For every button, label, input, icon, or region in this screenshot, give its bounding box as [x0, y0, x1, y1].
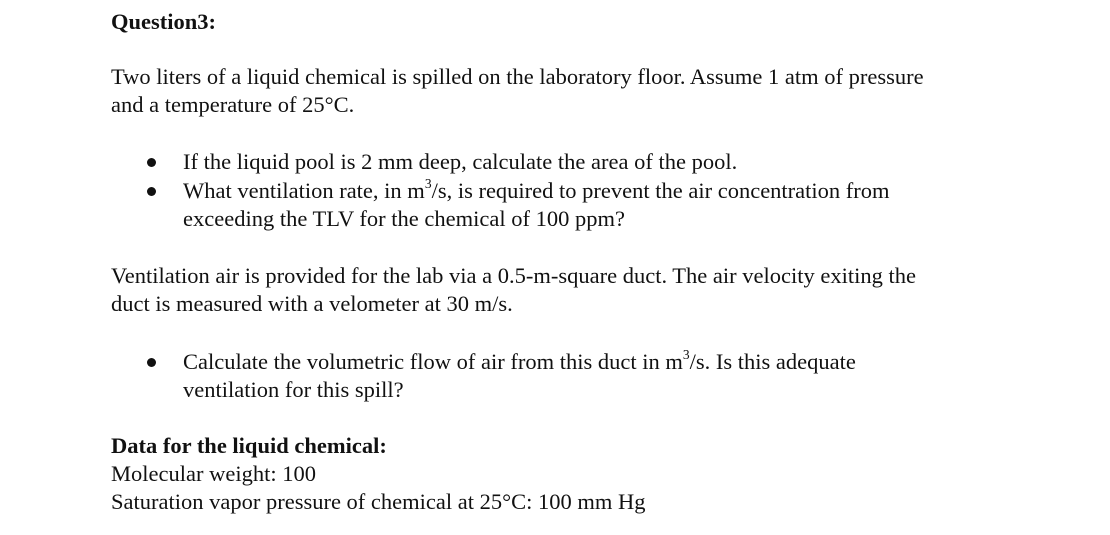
bullet-icon	[147, 187, 156, 196]
superscript-three: 3	[682, 346, 690, 362]
intro-line-2: and a temperature of 25°C.	[111, 92, 355, 117]
ventilation-line-1: Ventilation air is provided for the lab via a 0.5-m-square duct. The air velocity exiting the	[111, 263, 916, 288]
molecular-weight-text: Molecular weight: 100	[111, 461, 316, 486]
vapor-pressure-text: Saturation vapor pressure of chemical at 25°C: 100 mm Hg	[111, 489, 646, 514]
bullet-2-text-pre: What ventilation rate, in m	[183, 178, 425, 203]
bullet-icon	[147, 158, 156, 167]
superscript-three: 3	[424, 175, 432, 191]
bullet-3-text-pre: Calculate the volumetric flow of air from this duct in m	[183, 349, 683, 374]
bullet-2-text-post: /s, is required to prevent the air concentration from	[431, 178, 890, 203]
bullet-icon	[147, 358, 156, 367]
bullet-3-line-1	[183, 348, 856, 376]
bullet-2-line-1	[183, 177, 890, 205]
bullet-3-text-post: /s. Is this adequate	[689, 349, 856, 374]
bullet-2-line-2: exceeding the TLV for the chemical of 100 ppm?	[183, 206, 625, 231]
intro-line-1: Two liters of a liquid chemical is spilled on the laboratory floor. Assume 1 atm of pressure	[111, 64, 924, 89]
question-heading: Question3:	[111, 9, 217, 34]
bullet-1-text: If the liquid pool is 2 mm deep, calculate the area of the pool.	[183, 149, 738, 174]
data-section-title: Data for the liquid chemical:	[111, 433, 387, 458]
bullet-3-line-2: ventilation for this spill?	[183, 377, 404, 402]
ventilation-line-2: duct is measured with a velometer at 30 m/s.	[111, 291, 513, 316]
